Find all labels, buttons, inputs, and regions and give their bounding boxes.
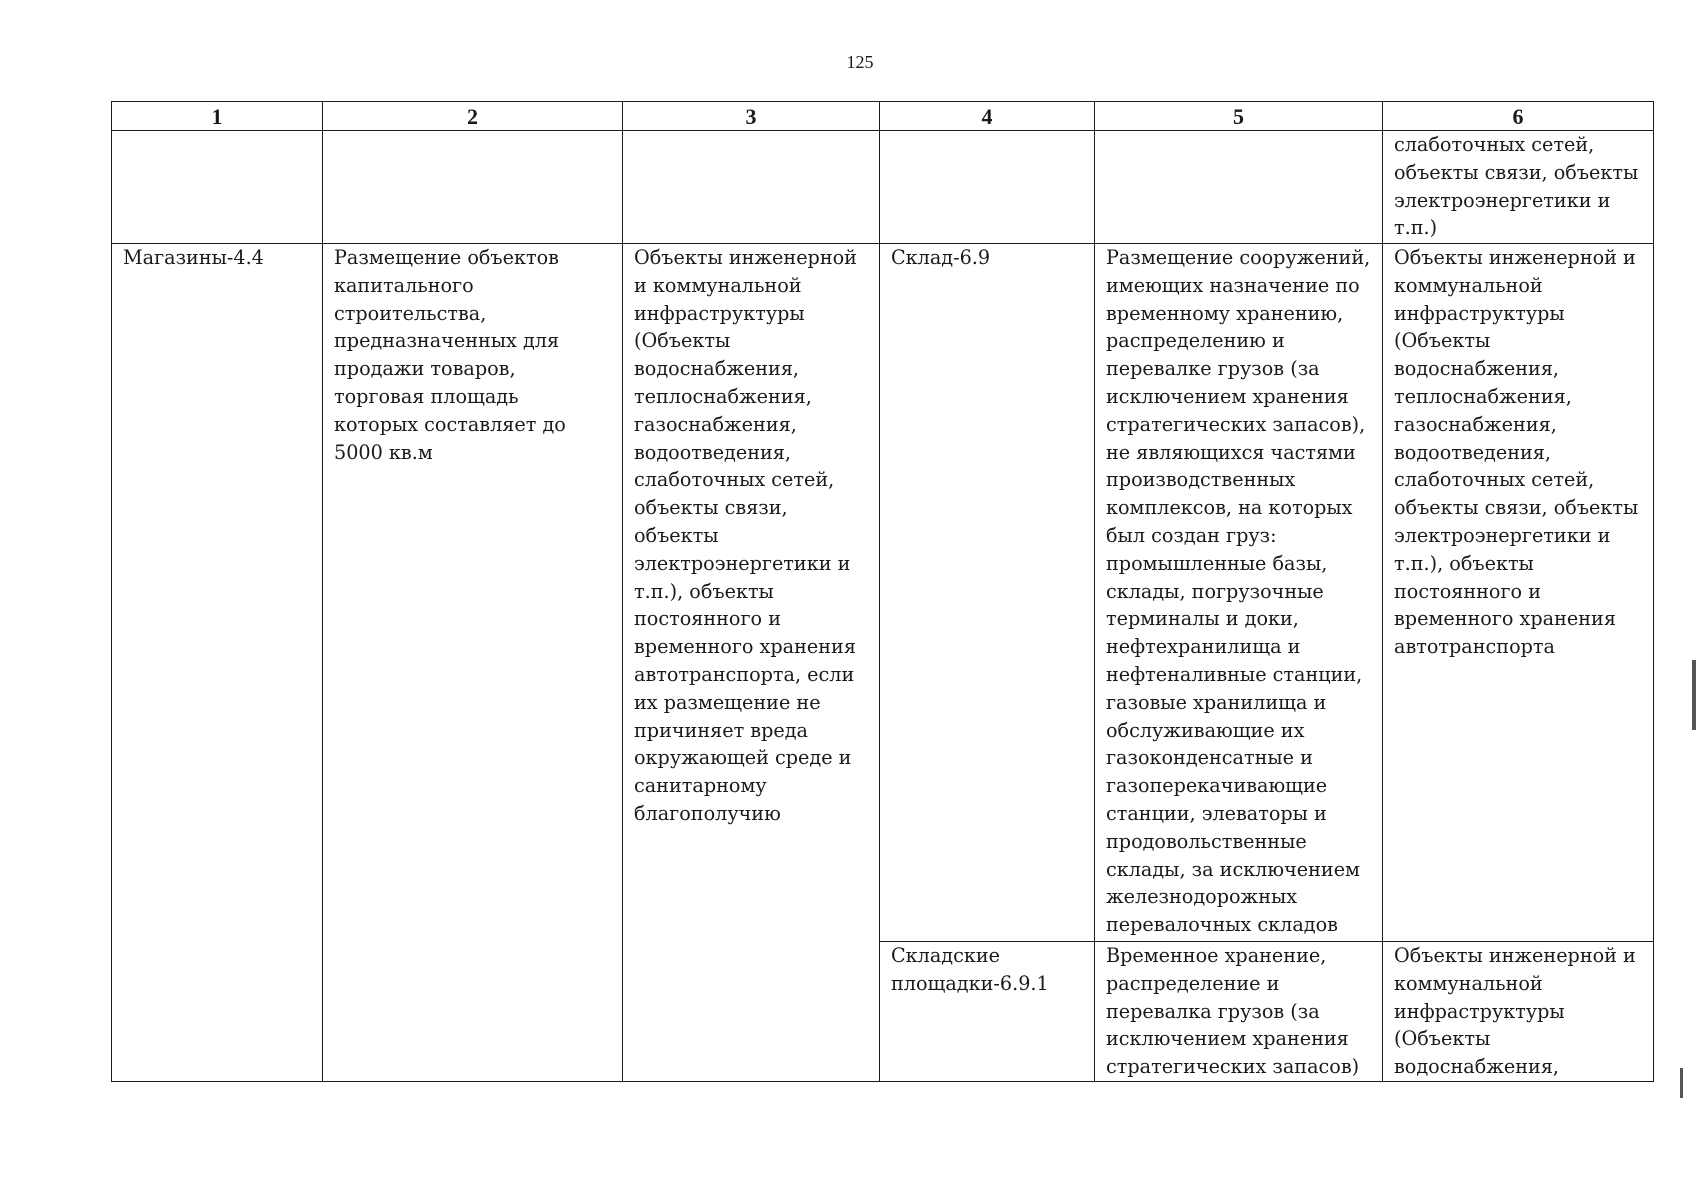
conditional-use-auxiliary: Объекты инженерной и коммунальной инфраструктуры (Объекты водоснабжения, <box>1394 944 1636 1079</box>
table-cell <box>1383 131 1654 244</box>
main-use-auxiliary: Объекты инженерной и коммунальной инфраструктуры (Объекты водоснабжения, теплоснабжения, газоснабжения, водоотведения, слаботочных сетей, объекты связи, объекты электроэнергетики и т.п.), объекты постоянного и временного хранения автотранспорта, если их размещение не причиняет вреда окружающей среде и санитарному благополучию <box>634 246 857 825</box>
table-cell <box>1383 942 1654 1082</box>
table-cell <box>1095 942 1383 1082</box>
table-cell <box>112 244 323 1082</box>
table-row-shops <box>112 244 1654 942</box>
table-cell <box>880 942 1095 1082</box>
table-cell <box>880 244 1095 942</box>
table-header-row <box>112 102 1654 131</box>
land-use-table <box>111 101 1654 1082</box>
conditional-use-description: Временное хранение, распределение и перевалка грузов (за исключением хранения стратегических запасов) <box>1106 944 1360 1079</box>
scan-edge-mark <box>1680 1068 1683 1098</box>
table-cell <box>1095 131 1383 244</box>
column-header-4: 4 <box>880 102 1095 131</box>
column-header-6: 6 <box>1383 102 1654 131</box>
column-header-3: 3 <box>623 102 880 131</box>
table-cell <box>323 244 623 1082</box>
utilities-continuation-text: слаботочных сетей, объекты связи, объекты электроэнергетики и т.п.) <box>1394 133 1639 240</box>
column-header-1: 1 <box>112 102 323 131</box>
table-cell <box>623 244 880 1082</box>
column-header-5: 5 <box>1095 102 1383 131</box>
table-cell <box>323 131 623 244</box>
conditional-use-auxiliary: Объекты инженерной и коммунальной инфраструктуры (Объекты водоснабжения, теплоснабжения, газоснабжения, водоотведения, слаботочных сетей, объекты связи, объекты электроэнергетики и т.п.), объекты постоянного и временного хранения автотранспорта <box>1394 246 1639 659</box>
table-cell <box>112 131 323 244</box>
main-use-name: Магазины-4.4 <box>123 246 264 269</box>
column-header-2: 2 <box>323 102 623 131</box>
page-number: 125 <box>846 52 874 72</box>
main-use-description: Размещение объектов капитального строительства, предназначенных для продажи товаров, торговая площадь которых составляет до 5000 кв.м <box>334 246 566 464</box>
table-cell <box>623 131 880 244</box>
table-cell <box>1383 244 1654 942</box>
table-row-continuation <box>112 131 1654 244</box>
conditional-use-description: Размещение сооружений, имеющих назначение по временному хранению, распределению и перевалке грузов (за исключением хранения стратегических запасов), не являющихся частями производственных комплексов, на которых был создан груз: промышленные базы, склады, погрузочные терминалы и доки, нефтехранилища и нефтеналивные станции, газовые хранилища и обслуживающие их газоконденсатные и газоперекачивающие станции, элеваторы и продовольственные склады, за исключением железнодорожных перевалочных складов <box>1106 246 1371 937</box>
table-cell <box>880 131 1095 244</box>
table-cell <box>1095 244 1383 942</box>
conditional-use-name: Складские площадки-6.9.1 <box>891 944 1049 995</box>
conditional-use-name: Склад-6.9 <box>891 246 991 269</box>
scan-edge-mark <box>1692 660 1696 730</box>
